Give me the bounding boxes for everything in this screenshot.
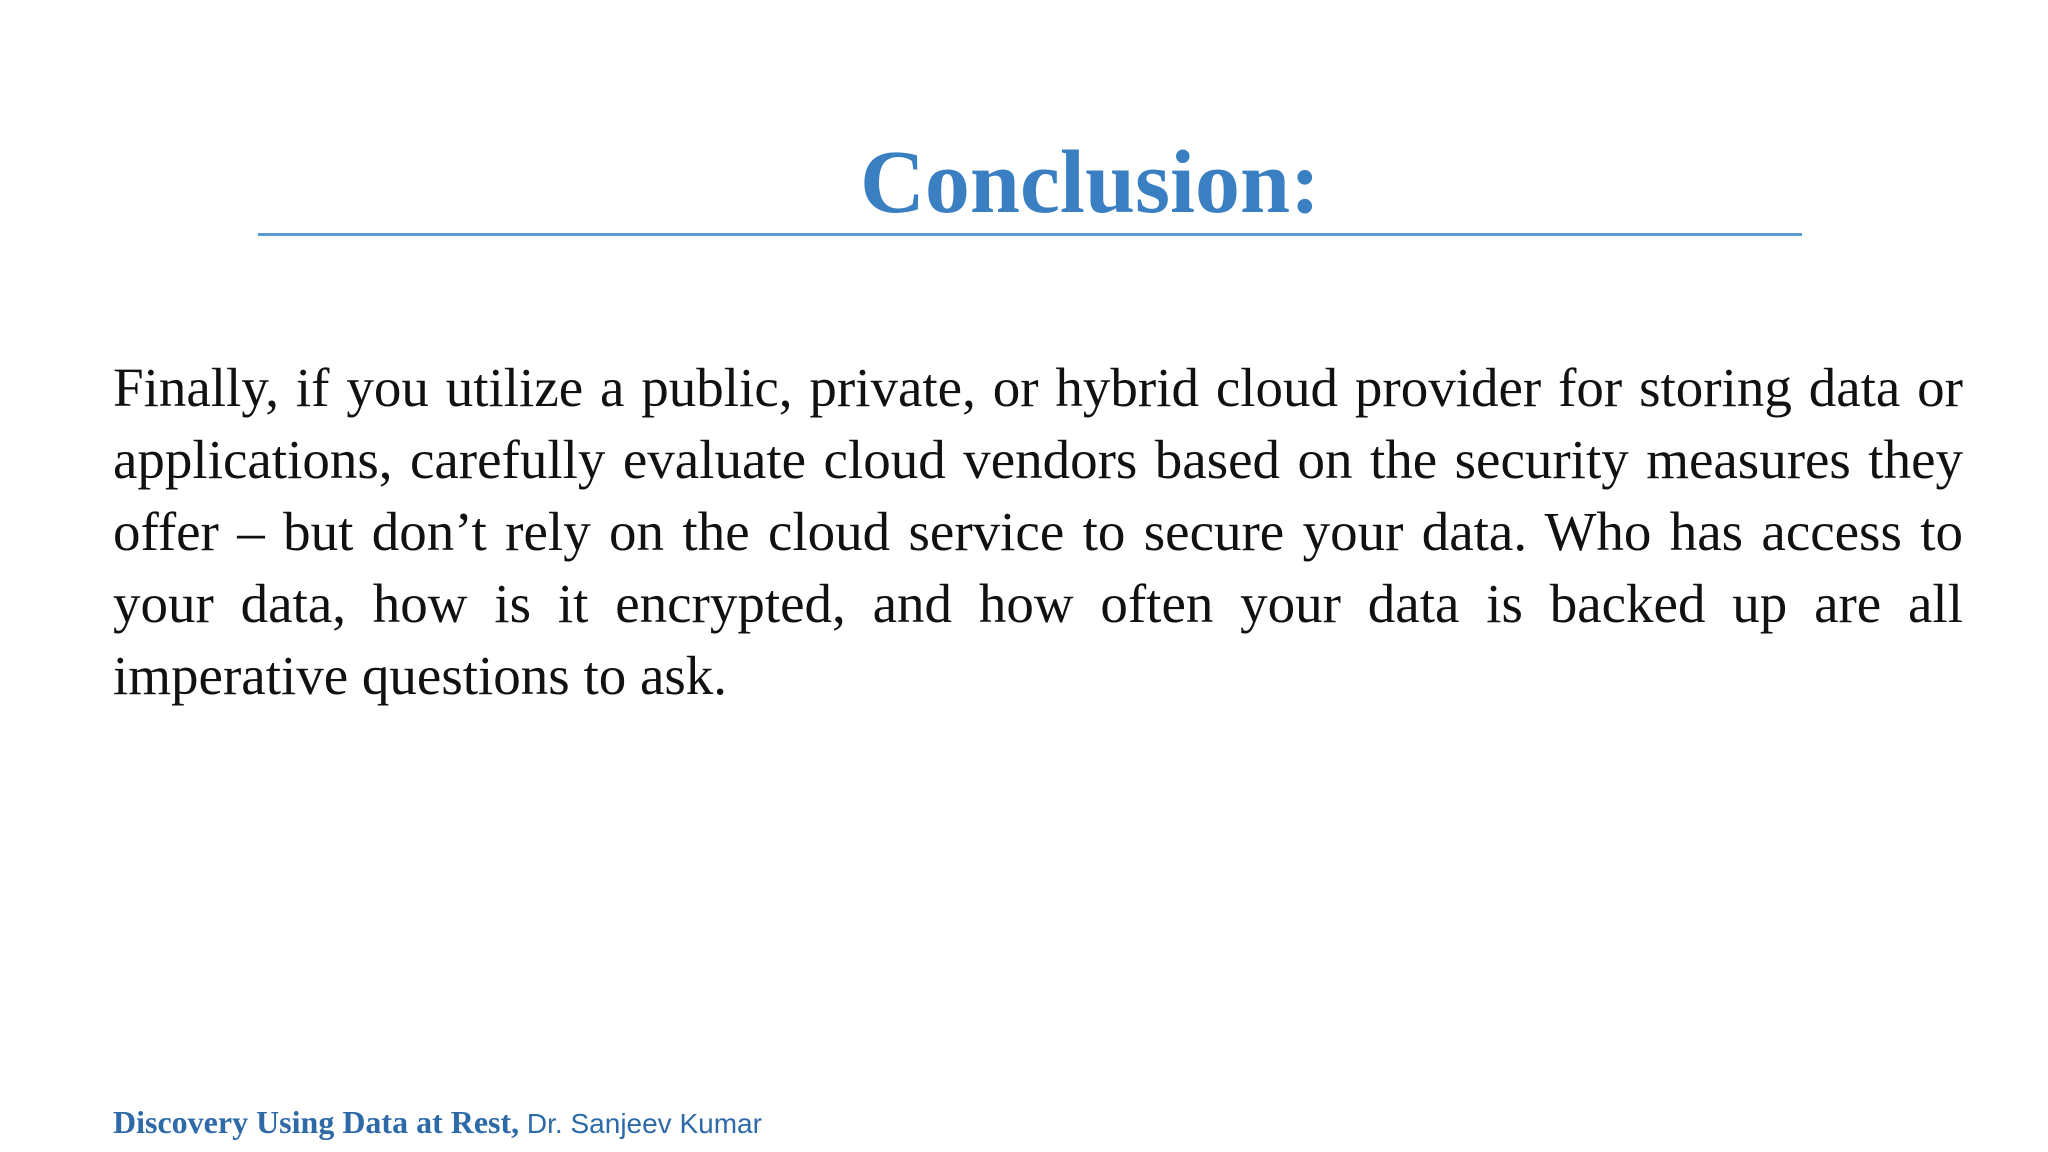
slide-title: Conclusion: xyxy=(859,133,1321,232)
footer-course-title: Discovery Using Data at Rest xyxy=(113,1104,512,1140)
footer-author: Dr. Sanjeev Kumar xyxy=(519,1108,762,1139)
slide-footer xyxy=(113,1100,762,1151)
title-underline xyxy=(258,233,1802,236)
footer-separator: , xyxy=(511,1104,520,1140)
slide-body-text: Finally, if you utilize a public, private, or hybrid cloud provider for storing data or applications, carefully evaluate cloud vendors based on the security measures they offer – but don’t rely on the cloud service to secure your data. Who has access to your data, how is it encrypted, and how often your data is backed up are all imperative questions to ask. xyxy=(113,357,1963,706)
